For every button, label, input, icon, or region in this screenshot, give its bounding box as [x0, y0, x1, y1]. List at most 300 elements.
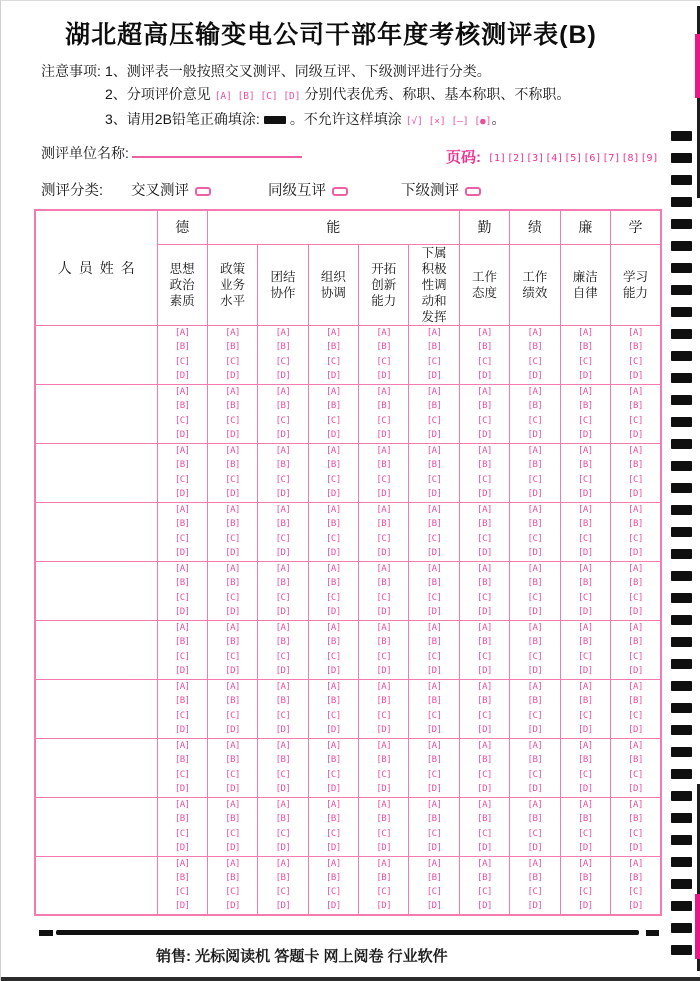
bubble-d[interactable]: [D] — [477, 901, 492, 912]
bubble-d[interactable]: [D] — [376, 901, 392, 912]
bubble-b[interactable]: [B] — [325, 519, 341, 530]
bubble-a[interactable]: [A] — [174, 387, 190, 398]
bubble-a[interactable]: [A] — [577, 387, 593, 398]
bubble-a[interactable]: [A] — [426, 858, 442, 869]
bubble-d[interactable]: [D] — [275, 370, 291, 381]
bubble-a[interactable]: [A] — [325, 858, 341, 869]
bubble-b[interactable]: [B] — [174, 342, 190, 353]
bubble-a[interactable]: [A] — [426, 800, 442, 811]
bubble-a[interactable]: [A] — [174, 505, 190, 516]
bubble-a[interactable]: [A] — [174, 623, 190, 634]
bubble-d[interactable]: [D] — [577, 547, 593, 558]
bubble-a[interactable]: [A] — [225, 682, 240, 693]
bubble-c[interactable]: [C] — [275, 828, 291, 839]
bubble-a[interactable]: [A] — [628, 858, 643, 869]
bubble-d[interactable]: [D] — [325, 842, 341, 853]
bubble-c[interactable]: [C] — [376, 651, 392, 662]
bubble-c[interactable]: [C] — [275, 592, 291, 603]
bubble-b[interactable]: [B] — [174, 873, 190, 884]
bubble-b[interactable]: [B] — [225, 873, 240, 884]
bubble-a[interactable]: [A] — [275, 800, 291, 811]
bubble-b[interactable]: [B] — [174, 814, 190, 825]
category-checkbox-cross[interactable] — [195, 187, 211, 196]
bubble-c[interactable]: [C] — [325, 533, 341, 544]
bubble-b[interactable]: [B] — [174, 401, 190, 412]
bubble-c[interactable]: [C] — [527, 415, 543, 426]
page-number-option-3[interactable]: [3] — [526, 152, 545, 164]
bubble-b[interactable]: [B] — [225, 578, 240, 589]
bubble-c[interactable]: [C] — [174, 710, 190, 721]
bubble-c[interactable]: [C] — [527, 592, 543, 603]
bubble-b[interactable]: [B] — [275, 637, 291, 648]
bubble-b[interactable]: [B] — [174, 519, 190, 530]
bubble-d[interactable]: [D] — [174, 783, 190, 794]
bubble-d[interactable]: [D] — [225, 547, 240, 558]
bubble-d[interactable]: [D] — [225, 901, 240, 912]
bubble-b[interactable]: [B] — [477, 342, 492, 353]
bubble-c[interactable]: [C] — [426, 474, 442, 485]
bubble-b[interactable]: [B] — [376, 401, 392, 412]
bubble-d[interactable]: [D] — [477, 547, 492, 558]
bubble-a[interactable]: [A] — [174, 682, 190, 693]
bubble-c[interactable]: [C] — [225, 828, 240, 839]
bubble-a[interactable]: [A] — [527, 564, 543, 575]
bubble-a[interactable]: [A] — [174, 446, 190, 457]
bubble-b[interactable]: [B] — [325, 873, 341, 884]
bubble-d[interactable]: [D] — [225, 665, 240, 676]
bubble-b[interactable]: [B] — [376, 342, 392, 353]
bubble-b[interactable]: [B] — [174, 755, 190, 766]
bubble-d[interactable]: [D] — [275, 665, 291, 676]
bubble-d[interactable]: [D] — [426, 488, 442, 499]
bubble-c[interactable]: [C] — [275, 651, 291, 662]
bubble-b[interactable]: [B] — [325, 755, 341, 766]
category-checkbox-subordinate[interactable] — [465, 187, 481, 196]
bubble-a[interactable]: [A] — [527, 446, 543, 457]
bubble-c[interactable]: [C] — [225, 415, 240, 426]
bubble-c[interactable]: [C] — [426, 710, 442, 721]
bubble-c[interactable]: [C] — [275, 474, 291, 485]
bubble-d[interactable]: [D] — [376, 665, 392, 676]
bubble-d[interactable]: [D] — [477, 488, 492, 499]
page-number-option-9[interactable]: [9] — [640, 152, 659, 164]
bubble-d[interactable]: [D] — [628, 901, 643, 912]
bubble-c[interactable]: [C] — [426, 415, 442, 426]
bubble-d[interactable]: [D] — [376, 429, 392, 440]
bubble-a[interactable]: [A] — [325, 387, 341, 398]
bubble-d[interactable]: [D] — [426, 901, 442, 912]
bubble-c[interactable]: [C] — [275, 415, 291, 426]
bubble-a[interactable]: [A] — [225, 328, 240, 339]
bubble-c[interactable]: [C] — [477, 651, 492, 662]
bubble-c[interactable]: [C] — [477, 415, 492, 426]
bubble-a[interactable]: [A] — [275, 446, 291, 457]
bubble-c[interactable]: [C] — [477, 533, 492, 544]
name-cell[interactable] — [35, 384, 157, 443]
bubble-b[interactable]: [B] — [426, 755, 442, 766]
bubble-a[interactable]: [A] — [376, 623, 392, 634]
bubble-c[interactable]: [C] — [628, 828, 643, 839]
bubble-d[interactable]: [D] — [275, 606, 291, 617]
bubble-c[interactable]: [C] — [426, 356, 442, 367]
bubble-a[interactable]: [A] — [325, 741, 341, 752]
bubble-c[interactable]: [C] — [174, 651, 190, 662]
bubble-a[interactable]: [A] — [477, 682, 492, 693]
bubble-d[interactable]: [D] — [527, 606, 543, 617]
bubble-d[interactable]: [D] — [577, 606, 593, 617]
bubble-c[interactable]: [C] — [376, 710, 392, 721]
bubble-b[interactable]: [B] — [426, 519, 442, 530]
bubble-c[interactable]: [C] — [426, 887, 442, 898]
bubble-d[interactable]: [D] — [577, 429, 593, 440]
bubble-a[interactable]: [A] — [376, 858, 392, 869]
bubble-c[interactable]: [C] — [628, 769, 643, 780]
bubble-c[interactable]: [C] — [577, 651, 593, 662]
bubble-b[interactable]: [B] — [527, 873, 543, 884]
bubble-a[interactable]: [A] — [477, 800, 492, 811]
bubble-c[interactable]: [C] — [376, 474, 392, 485]
bubble-d[interactable]: [D] — [325, 370, 341, 381]
page-number-option-1[interactable]: [1] — [488, 152, 507, 164]
bubble-b[interactable]: [B] — [174, 637, 190, 648]
bubble-c[interactable]: [C] — [325, 769, 341, 780]
bubble-a[interactable]: [A] — [577, 623, 593, 634]
page-number-option-6[interactable]: [6] — [583, 152, 602, 164]
bubble-c[interactable]: [C] — [628, 651, 643, 662]
bubble-c[interactable]: [C] — [376, 769, 392, 780]
name-cell[interactable] — [35, 679, 157, 738]
bubble-d[interactable]: [D] — [477, 724, 492, 735]
bubble-d[interactable]: [D] — [174, 429, 190, 440]
bubble-c[interactable]: [C] — [275, 769, 291, 780]
bubble-c[interactable]: [C] — [225, 769, 240, 780]
bubble-a[interactable]: [A] — [275, 505, 291, 516]
bubble-d[interactable]: [D] — [527, 370, 543, 381]
bubble-a[interactable]: [A] — [225, 505, 240, 516]
bubble-c[interactable]: [C] — [174, 828, 190, 839]
bubble-d[interactable]: [D] — [426, 724, 442, 735]
bubble-b[interactable]: [B] — [628, 342, 643, 353]
bubble-c[interactable]: [C] — [225, 474, 240, 485]
bubble-c[interactable]: [C] — [275, 887, 291, 898]
bubble-a[interactable]: [A] — [477, 858, 492, 869]
bubble-d[interactable]: [D] — [174, 606, 190, 617]
bubble-a[interactable]: [A] — [577, 741, 593, 752]
bubble-a[interactable]: [A] — [477, 328, 492, 339]
bubble-b[interactable]: [B] — [174, 578, 190, 589]
name-cell[interactable] — [35, 561, 157, 620]
bubble-d[interactable]: [D] — [325, 901, 341, 912]
bubble-b[interactable]: [B] — [527, 696, 543, 707]
bubble-d[interactable]: [D] — [376, 370, 392, 381]
bubble-d[interactable]: [D] — [477, 370, 492, 381]
bubble-d[interactable]: [D] — [477, 429, 492, 440]
bubble-b[interactable]: [B] — [426, 342, 442, 353]
bubble-c[interactable]: [C] — [577, 533, 593, 544]
bubble-a[interactable]: [A] — [325, 564, 341, 575]
bubble-c[interactable]: [C] — [426, 592, 442, 603]
bubble-a[interactable]: [A] — [477, 564, 492, 575]
bubble-d[interactable]: [D] — [426, 606, 442, 617]
bubble-c[interactable]: [C] — [527, 769, 543, 780]
bubble-c[interactable]: [C] — [426, 769, 442, 780]
name-cell[interactable] — [35, 856, 157, 915]
bubble-b[interactable]: [B] — [577, 873, 593, 884]
bubble-b[interactable]: [B] — [628, 460, 643, 471]
bubble-d[interactable]: [D] — [225, 724, 240, 735]
bubble-b[interactable]: [B] — [577, 637, 593, 648]
bubble-b[interactable]: [B] — [275, 696, 291, 707]
bubble-b[interactable]: [B] — [577, 460, 593, 471]
bubble-c[interactable]: [C] — [325, 710, 341, 721]
bubble-c[interactable]: [C] — [577, 710, 593, 721]
bubble-c[interactable]: [C] — [477, 828, 492, 839]
bubble-d[interactable]: [D] — [477, 665, 492, 676]
bubble-b[interactable]: [B] — [628, 814, 643, 825]
bubble-b[interactable]: [B] — [325, 696, 341, 707]
bubble-c[interactable]: [C] — [225, 356, 240, 367]
bubble-b[interactable]: [B] — [577, 401, 593, 412]
name-cell[interactable] — [35, 325, 157, 384]
bubble-a[interactable]: [A] — [426, 623, 442, 634]
bubble-c[interactable]: [C] — [174, 415, 190, 426]
bubble-a[interactable]: [A] — [376, 564, 392, 575]
bubble-c[interactable]: [C] — [174, 592, 190, 603]
bubble-c[interactable]: [C] — [275, 533, 291, 544]
bubble-d[interactable]: [D] — [527, 783, 543, 794]
bubble-c[interactable]: [C] — [477, 710, 492, 721]
bubble-d[interactable]: [D] — [426, 783, 442, 794]
bubble-d[interactable]: [D] — [577, 724, 593, 735]
bubble-b[interactable]: [B] — [527, 460, 543, 471]
bubble-b[interactable]: [B] — [527, 401, 543, 412]
bubble-a[interactable]: [A] — [275, 682, 291, 693]
bubble-b[interactable]: [B] — [225, 519, 240, 530]
bubble-a[interactable]: [A] — [477, 446, 492, 457]
name-cell[interactable] — [35, 738, 157, 797]
bubble-c[interactable]: [C] — [477, 769, 492, 780]
bubble-a[interactable]: [A] — [577, 505, 593, 516]
bubble-a[interactable]: [A] — [426, 564, 442, 575]
bubble-d[interactable]: [D] — [225, 842, 240, 853]
bubble-d[interactable]: [D] — [174, 724, 190, 735]
bubble-b[interactable]: [B] — [426, 460, 442, 471]
bubble-a[interactable]: [A] — [577, 858, 593, 869]
bubble-d[interactable]: [D] — [527, 724, 543, 735]
bubble-a[interactable]: [A] — [225, 741, 240, 752]
bubble-a[interactable]: [A] — [275, 564, 291, 575]
bubble-d[interactable]: [D] — [325, 606, 341, 617]
bubble-d[interactable]: [D] — [174, 370, 190, 381]
bubble-b[interactable]: [B] — [376, 460, 392, 471]
bubble-b[interactable]: [B] — [628, 401, 643, 412]
bubble-b[interactable]: [B] — [275, 460, 291, 471]
bubble-b[interactable]: [B] — [477, 637, 492, 648]
bubble-c[interactable]: [C] — [325, 828, 341, 839]
bubble-d[interactable]: [D] — [275, 547, 291, 558]
page-number-option-4[interactable]: [4] — [545, 152, 564, 164]
bubble-b[interactable]: [B] — [325, 460, 341, 471]
bubble-c[interactable]: [C] — [527, 533, 543, 544]
bubble-d[interactable]: [D] — [275, 429, 291, 440]
bubble-d[interactable]: [D] — [174, 547, 190, 558]
bubble-a[interactable]: [A] — [275, 858, 291, 869]
bubble-b[interactable]: [B] — [325, 637, 341, 648]
bubble-c[interactable]: [C] — [325, 474, 341, 485]
bubble-c[interactable]: [C] — [174, 474, 190, 485]
bubble-a[interactable]: [A] — [577, 446, 593, 457]
bubble-b[interactable]: [B] — [628, 696, 643, 707]
bubble-b[interactable]: [B] — [477, 755, 492, 766]
bubble-c[interactable]: [C] — [628, 415, 643, 426]
bubble-b[interactable]: [B] — [225, 342, 240, 353]
bubble-b[interactable]: [B] — [225, 696, 240, 707]
bubble-b[interactable]: [B] — [275, 873, 291, 884]
bubble-c[interactable]: [C] — [174, 356, 190, 367]
bubble-c[interactable]: [C] — [577, 592, 593, 603]
bubble-d[interactable]: [D] — [174, 901, 190, 912]
bubble-d[interactable]: [D] — [325, 724, 341, 735]
bubble-b[interactable]: [B] — [376, 519, 392, 530]
bubble-d[interactable]: [D] — [275, 783, 291, 794]
bubble-c[interactable]: [C] — [376, 592, 392, 603]
bubble-a[interactable]: [A] — [527, 741, 543, 752]
bubble-b[interactable]: [B] — [325, 578, 341, 589]
bubble-c[interactable]: [C] — [225, 887, 240, 898]
bubble-d[interactable]: [D] — [628, 783, 643, 794]
bubble-d[interactable]: [D] — [628, 547, 643, 558]
bubble-b[interactable]: [B] — [426, 873, 442, 884]
bubble-c[interactable]: [C] — [325, 592, 341, 603]
bubble-c[interactable]: [C] — [325, 651, 341, 662]
bubble-b[interactable]: [B] — [225, 814, 240, 825]
bubble-a[interactable]: [A] — [174, 328, 190, 339]
bubble-d[interactable]: [D] — [225, 606, 240, 617]
bubble-d[interactable]: [D] — [628, 606, 643, 617]
bubble-d[interactable]: [D] — [225, 429, 240, 440]
bubble-a[interactable]: [A] — [325, 446, 341, 457]
bubble-b[interactable]: [B] — [628, 519, 643, 530]
bubble-c[interactable]: [C] — [376, 828, 392, 839]
bubble-d[interactable]: [D] — [628, 488, 643, 499]
bubble-b[interactable]: [B] — [628, 873, 643, 884]
name-cell[interactable] — [35, 502, 157, 561]
bubble-d[interactable]: [D] — [527, 665, 543, 676]
bubble-d[interactable]: [D] — [325, 783, 341, 794]
bubble-b[interactable]: [B] — [577, 519, 593, 530]
bubble-a[interactable]: [A] — [577, 328, 593, 339]
bubble-b[interactable]: [B] — [628, 578, 643, 589]
bubble-a[interactable]: [A] — [628, 446, 643, 457]
bubble-c[interactable]: [C] — [426, 651, 442, 662]
bubble-a[interactable]: [A] — [376, 505, 392, 516]
bubble-d[interactable]: [D] — [577, 665, 593, 676]
bubble-d[interactable]: [D] — [225, 370, 240, 381]
page-number-option-7[interactable]: [7] — [602, 152, 621, 164]
bubble-a[interactable]: [A] — [225, 800, 240, 811]
bubble-c[interactable]: [C] — [477, 356, 492, 367]
bubble-c[interactable]: [C] — [325, 887, 341, 898]
bubble-d[interactable]: [D] — [376, 783, 392, 794]
bubble-a[interactable]: [A] — [225, 387, 240, 398]
bubble-a[interactable]: [A] — [225, 623, 240, 634]
bubble-c[interactable]: [C] — [628, 710, 643, 721]
bubble-b[interactable]: [B] — [477, 696, 492, 707]
bubble-c[interactable]: [C] — [225, 651, 240, 662]
bubble-d[interactable]: [D] — [225, 783, 240, 794]
bubble-a[interactable]: [A] — [628, 564, 643, 575]
bubble-b[interactable]: [B] — [426, 696, 442, 707]
bubble-d[interactable]: [D] — [628, 429, 643, 440]
bubble-d[interactable]: [D] — [325, 547, 341, 558]
bubble-a[interactable]: [A] — [325, 505, 341, 516]
bubble-b[interactable]: [B] — [527, 578, 543, 589]
bubble-d[interactable]: [D] — [275, 901, 291, 912]
bubble-d[interactable]: [D] — [426, 370, 442, 381]
bubble-a[interactable]: [A] — [577, 564, 593, 575]
bubble-d[interactable]: [D] — [275, 488, 291, 499]
bubble-a[interactable]: [A] — [477, 505, 492, 516]
bubble-b[interactable]: [B] — [477, 873, 492, 884]
bubble-c[interactable]: [C] — [477, 474, 492, 485]
bubble-b[interactable]: [B] — [477, 401, 492, 412]
bubble-d[interactable]: [D] — [527, 488, 543, 499]
bubble-c[interactable]: [C] — [325, 356, 341, 367]
bubble-d[interactable]: [D] — [426, 429, 442, 440]
bubble-d[interactable]: [D] — [628, 665, 643, 676]
bubble-d[interactable]: [D] — [426, 547, 442, 558]
bubble-b[interactable]: [B] — [527, 342, 543, 353]
bubble-a[interactable]: [A] — [477, 387, 492, 398]
bubble-d[interactable]: [D] — [628, 842, 643, 853]
bubble-a[interactable]: [A] — [225, 858, 240, 869]
bubble-d[interactable]: [D] — [577, 370, 593, 381]
bubble-d[interactable]: [D] — [174, 488, 190, 499]
bubble-a[interactable]: [A] — [325, 682, 341, 693]
bubble-b[interactable]: [B] — [477, 519, 492, 530]
bubble-b[interactable]: [B] — [577, 578, 593, 589]
bubble-b[interactable]: [B] — [376, 873, 392, 884]
bubble-b[interactable]: [B] — [628, 637, 643, 648]
bubble-a[interactable]: [A] — [628, 387, 643, 398]
bubble-d[interactable]: [D] — [174, 665, 190, 676]
bubble-d[interactable]: [D] — [376, 606, 392, 617]
bubble-a[interactable]: [A] — [376, 682, 392, 693]
bubble-b[interactable]: [B] — [325, 814, 341, 825]
bubble-c[interactable]: [C] — [174, 887, 190, 898]
bubble-a[interactable]: [A] — [325, 623, 341, 634]
bubble-d[interactable]: [D] — [628, 724, 643, 735]
bubble-a[interactable]: [A] — [527, 505, 543, 516]
bubble-b[interactable]: [B] — [275, 401, 291, 412]
name-cell[interactable] — [35, 443, 157, 502]
bubble-b[interactable]: [B] — [376, 755, 392, 766]
bubble-b[interactable]: [B] — [225, 401, 240, 412]
bubble-d[interactable]: [D] — [527, 901, 543, 912]
bubble-b[interactable]: [B] — [275, 814, 291, 825]
bubble-d[interactable]: [D] — [577, 901, 593, 912]
bubble-b[interactable]: [B] — [527, 637, 543, 648]
bubble-d[interactable]: [D] — [325, 488, 341, 499]
bubble-b[interactable]: [B] — [225, 755, 240, 766]
bubble-a[interactable]: [A] — [426, 505, 442, 516]
bubble-c[interactable]: [C] — [174, 769, 190, 780]
bubble-a[interactable]: [A] — [477, 623, 492, 634]
bubble-b[interactable]: [B] — [376, 637, 392, 648]
bubble-d[interactable]: [D] — [376, 842, 392, 853]
bubble-c[interactable]: [C] — [527, 887, 543, 898]
bubble-c[interactable]: [C] — [225, 533, 240, 544]
